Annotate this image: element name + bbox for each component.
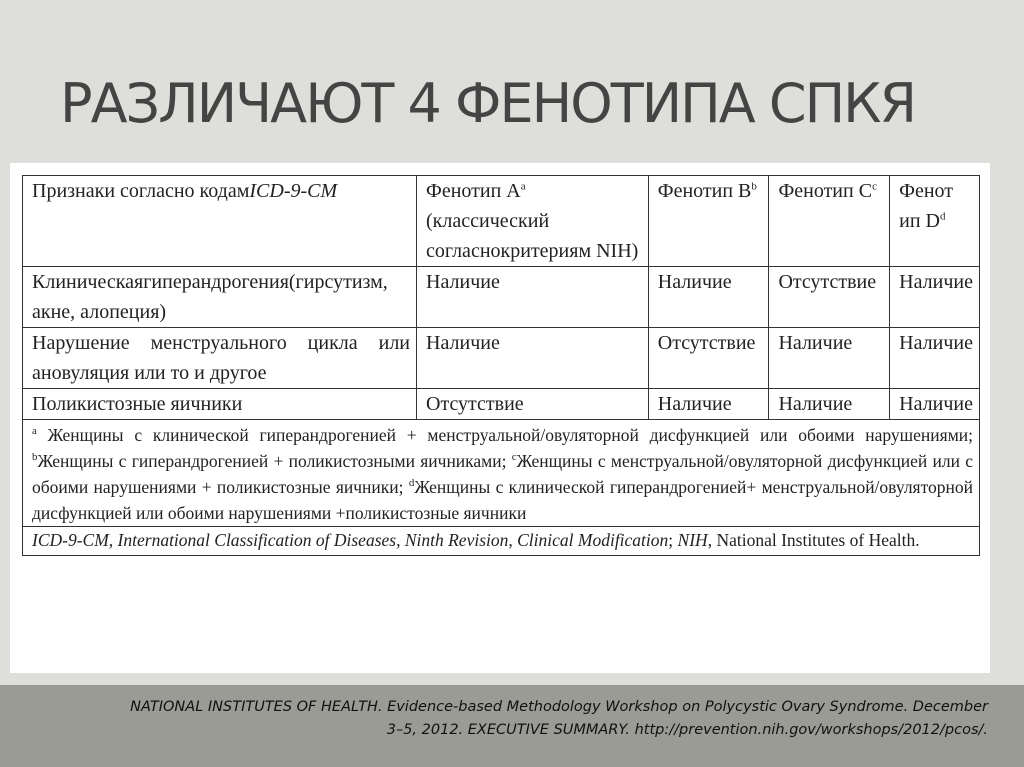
header-phenotype-c-sup: c [872,180,877,193]
header-phenotype-b-sup: b [751,180,757,193]
cell-value: Наличие [648,389,769,420]
cell-value: Наличие [648,267,769,328]
row-label: Нарушение менструального цикла или ановуляция или то и другое [23,328,417,389]
cell-value: Наличие [890,389,980,420]
footnotes [23,420,980,527]
header-phenotype-b-label: Фенотип B [657,180,752,202]
phenotype-table [22,175,980,556]
header-phenotype-d [890,176,980,267]
header-phenotype-d-label: Фенот ип D [899,180,953,232]
footnote-mark-a: a [32,425,37,438]
abbrev-icd-term: ICD-9-CM [32,530,109,550]
cell-value: Отсутствие [769,267,890,328]
header-phenotype-c-label: Фенотип C [778,180,873,202]
cell-value: Наличие [417,267,649,328]
table-row [23,328,980,389]
cell-value: Наличие [890,267,980,328]
table-row [23,389,980,420]
source-line-1: NATIONAL INSTITUTES OF HEALTH. Evidence-based Methodology Workshop on Polycystic Ovary Syndrome. December [130,699,988,715]
footnote-d-text: Женщины с клинической гиперандрогенией+ менструальной/овуляторной дисфункцией или обоими нарушениями +поликистозные яичники [32,477,973,523]
cell-value: Отсутствие [648,328,769,389]
row-label: Поликистозные яичники [23,389,417,420]
table-header-row [23,176,980,267]
footnote-mark-b: b [32,451,38,464]
footnote-c-text: Женщины с менструальной/овуляторной дисфункцией или с обоими нарушениями + поликистозные яичники; [32,451,974,497]
abbrev-nih-term: NIH [677,530,708,550]
footnote-mark-c: c [511,451,517,464]
header-phenotype-b [648,176,769,267]
source-citation [20,696,988,742]
header-phenotype-a [417,176,649,267]
abbreviations-row [23,527,980,556]
header-phenotype-a-note: (классический согласнокритериям NIH) [426,210,639,262]
cell-value: Наличие [769,389,890,420]
table-row [23,267,980,328]
abbreviations [23,527,980,556]
header-phenotype-d-sup: d [940,210,946,223]
header-phenotype-c [769,176,890,267]
row-label: Клиническаягиперандрогения(гирсутизм, акне, алопеция) [23,267,417,328]
cell-value: Отсутствие [417,389,649,420]
header-criteria-code: ICD-9-CM [249,180,338,202]
header-criteria [23,176,417,267]
abbrev-nih-text: , National Institutes of Health. [707,530,920,550]
footnote-b-text: Женщины с гиперандрогенией + поликистозными яичниками; [37,451,512,471]
footnote-a-text: Женщины с клинической гиперандрогенией + менструальной/овуляторной дисфункцией или обоими нарушениями; [36,425,973,445]
cell-value: Наличие [769,328,890,389]
source-line-2: 3–5, 2012. EXECUTIVE SUMMARY. http://prevention.nih.gov/workshops/2012/pcos/. [386,722,988,738]
slide-title: РАЗЛИЧАЮТ 4 ФЕНОТИПА СПКЯ [60,72,916,135]
abbrev-separator: ; [668,530,678,550]
footnotes-row [23,420,980,527]
cell-value: Наличие [417,328,649,389]
cell-value: Наличие [890,328,980,389]
footnote-mark-d: d [408,477,415,490]
header-phenotype-a-label: Фенотип A [426,180,521,202]
abbrev-icd-text: , International Classification of Diseases, Ninth Revision, Clinical Modification [108,530,669,550]
header-phenotype-a-sup: a [520,180,526,193]
table-panel [10,163,990,673]
header-criteria-text: Признаки согласно кодам [32,180,250,202]
